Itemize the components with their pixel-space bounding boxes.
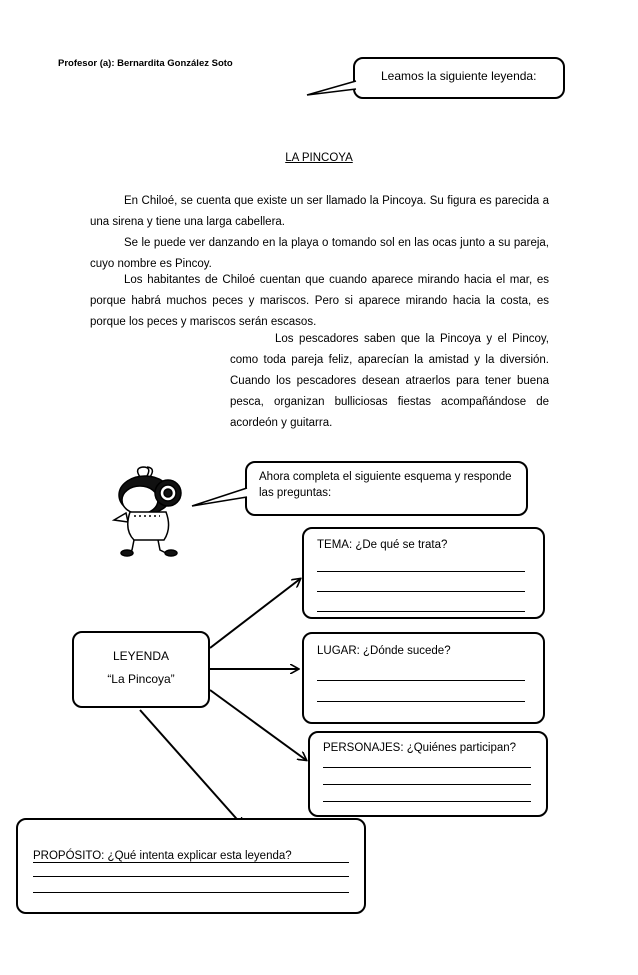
answer-line[interactable] bbox=[323, 767, 531, 768]
story-paragraph-1: En Chiloé, se cuenta que existe un ser llamado la Pincoya. Su figura es parecida a una sirena y tiene una larga cabellera. bbox=[90, 195, 549, 228]
answer-line[interactable] bbox=[317, 591, 525, 592]
story-paragraph-4: Los pescadores saben que la Pincoya y el Pincoy, como toda pareja feliz, aparecían la amistad y la diversión. Cuando los pescadores desean atraerlos para tener buena pesca, organizan bulliciosas fiestas acompañándose de acordeón y guitarra. bbox=[230, 333, 549, 429]
lugar-label: LUGAR: ¿Dónde sucede? bbox=[317, 645, 451, 657]
answer-line[interactable] bbox=[323, 801, 531, 802]
intro-callout-text: Leamos la siguiente leyenda: bbox=[381, 69, 537, 83]
story-title: LA PINCOYA bbox=[285, 152, 353, 164]
leyenda-box bbox=[72, 631, 210, 708]
leyenda-title: LEYENDA bbox=[112, 649, 170, 663]
answer-line[interactable] bbox=[33, 892, 349, 893]
arrow-to-tema bbox=[210, 579, 300, 648]
cartoon-girl-illustration bbox=[114, 467, 181, 556]
answer-line[interactable] bbox=[317, 571, 525, 572]
leyenda-subtitle: “La Pincoya” bbox=[107, 672, 175, 686]
instruction-callout-text: Ahora completa el siguiente esquema y responde las preguntas: bbox=[259, 471, 512, 499]
answer-line[interactable] bbox=[323, 784, 531, 785]
answer-line[interactable] bbox=[33, 862, 349, 863]
tema-box bbox=[302, 527, 545, 619]
story-paragraph-3: Los habitantes de Chiloé cuentan que cuando aparece mirando hacia el mar, es porque habrá muchos peces y mariscos. Pero si aparece mirando hacia la costa, es porque los peces y mariscos serán escasos. bbox=[90, 274, 549, 328]
story-paragraph-2: Se le puede ver danzando en la playa o tomando sol en las ocas junto a su pareja, cuyo nombre es Pincoy. bbox=[90, 237, 549, 270]
arrow-to-proposito bbox=[140, 710, 243, 826]
proposito-label: PROPÓSITO: ¿Qué intenta explicar esta leyenda? bbox=[33, 850, 292, 862]
tema-label: TEMA: ¿De qué se trata? bbox=[317, 539, 448, 551]
instruction-callout-tail bbox=[192, 488, 247, 506]
arrow-to-personajes bbox=[210, 690, 306, 760]
teacher-name: Profesor (a): Bernardita González Soto bbox=[58, 58, 233, 69]
proposito-box bbox=[16, 818, 366, 914]
intro-callout-tail bbox=[307, 81, 356, 95]
lugar-box bbox=[302, 632, 545, 724]
answer-line[interactable] bbox=[33, 876, 349, 877]
answer-line[interactable] bbox=[317, 680, 525, 681]
personajes-box bbox=[308, 731, 548, 817]
personajes-label: PERSONAJES: ¿Quiénes participan? bbox=[323, 742, 517, 754]
answer-line[interactable] bbox=[317, 701, 525, 702]
answer-line[interactable] bbox=[317, 611, 525, 612]
